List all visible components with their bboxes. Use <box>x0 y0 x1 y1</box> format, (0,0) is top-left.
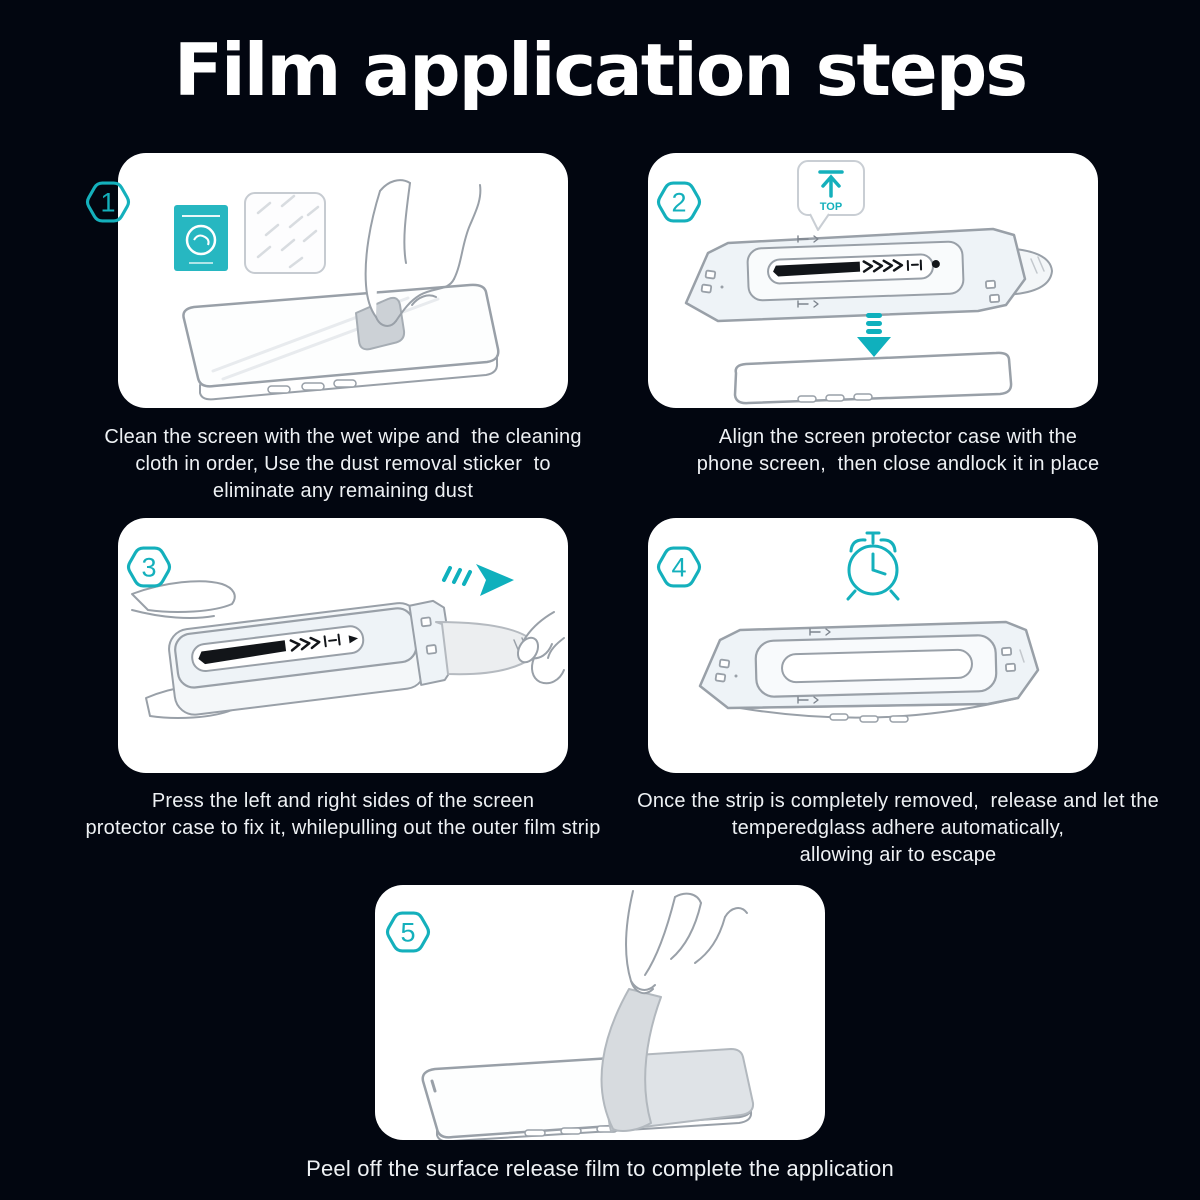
release-film <box>602 989 754 1131</box>
step-5-card <box>375 885 825 1140</box>
top-label: TOP <box>819 201 843 213</box>
step-1-number: 1 <box>100 187 116 218</box>
applicator-case <box>167 597 455 716</box>
step-1-illustration <box>118 153 568 408</box>
step-3-number: 3 <box>141 552 157 583</box>
step-2-caption: Align the screen protector case with the phone screen, then close andlock it in place <box>696 426 1100 475</box>
step-2-number: 2 <box>671 187 687 218</box>
step-4-caption: Once the strip is completely removed, release and let the temperedglass adhere automatically, allowing air to escape <box>637 790 1159 866</box>
top-bubble <box>798 161 864 230</box>
step-2-card <box>648 153 1098 408</box>
wet-wipe-packet-icon <box>174 205 228 271</box>
step-3-card <box>118 518 568 773</box>
page-title: Film application steps <box>173 28 1027 112</box>
step-3-caption: Press the left and right sides of the screen protector case to fix it, whilepulling out the outer film strip <box>85 790 601 839</box>
step-4-card <box>648 518 1098 773</box>
step-5-illustration <box>375 885 825 1140</box>
step-2-illustration <box>648 153 1098 408</box>
step-5-badge <box>381 905 435 959</box>
hand <box>626 891 747 993</box>
phone <box>735 353 1011 403</box>
applicator-case <box>700 622 1038 722</box>
step-1-badge <box>81 175 135 229</box>
step-3-illustration <box>118 518 568 773</box>
step-1-caption: Clean the screen with the wet wipe and the cleaning cloth in order, Use the dust removal sticker to eliminate any remaining dust <box>104 426 582 502</box>
step-5-number: 5 <box>400 917 416 948</box>
step-4-badge <box>652 540 706 594</box>
cleaning-cloth-icon <box>245 193 325 273</box>
step-4-illustration <box>648 518 1098 773</box>
right-hand <box>514 612 564 683</box>
alarm-clock-icon <box>848 533 898 599</box>
step-3-badge <box>122 540 176 594</box>
arrow-right-icon <box>444 564 514 596</box>
step-1-card <box>100 153 568 408</box>
step-4-number: 4 <box>671 552 687 583</box>
applicator-case <box>686 229 1052 321</box>
phone <box>183 285 498 400</box>
arrow-down-icon <box>857 313 891 357</box>
step-5-caption: Peel off the surface release film to complete the application <box>306 1156 894 1181</box>
step-2-badge <box>652 175 706 229</box>
